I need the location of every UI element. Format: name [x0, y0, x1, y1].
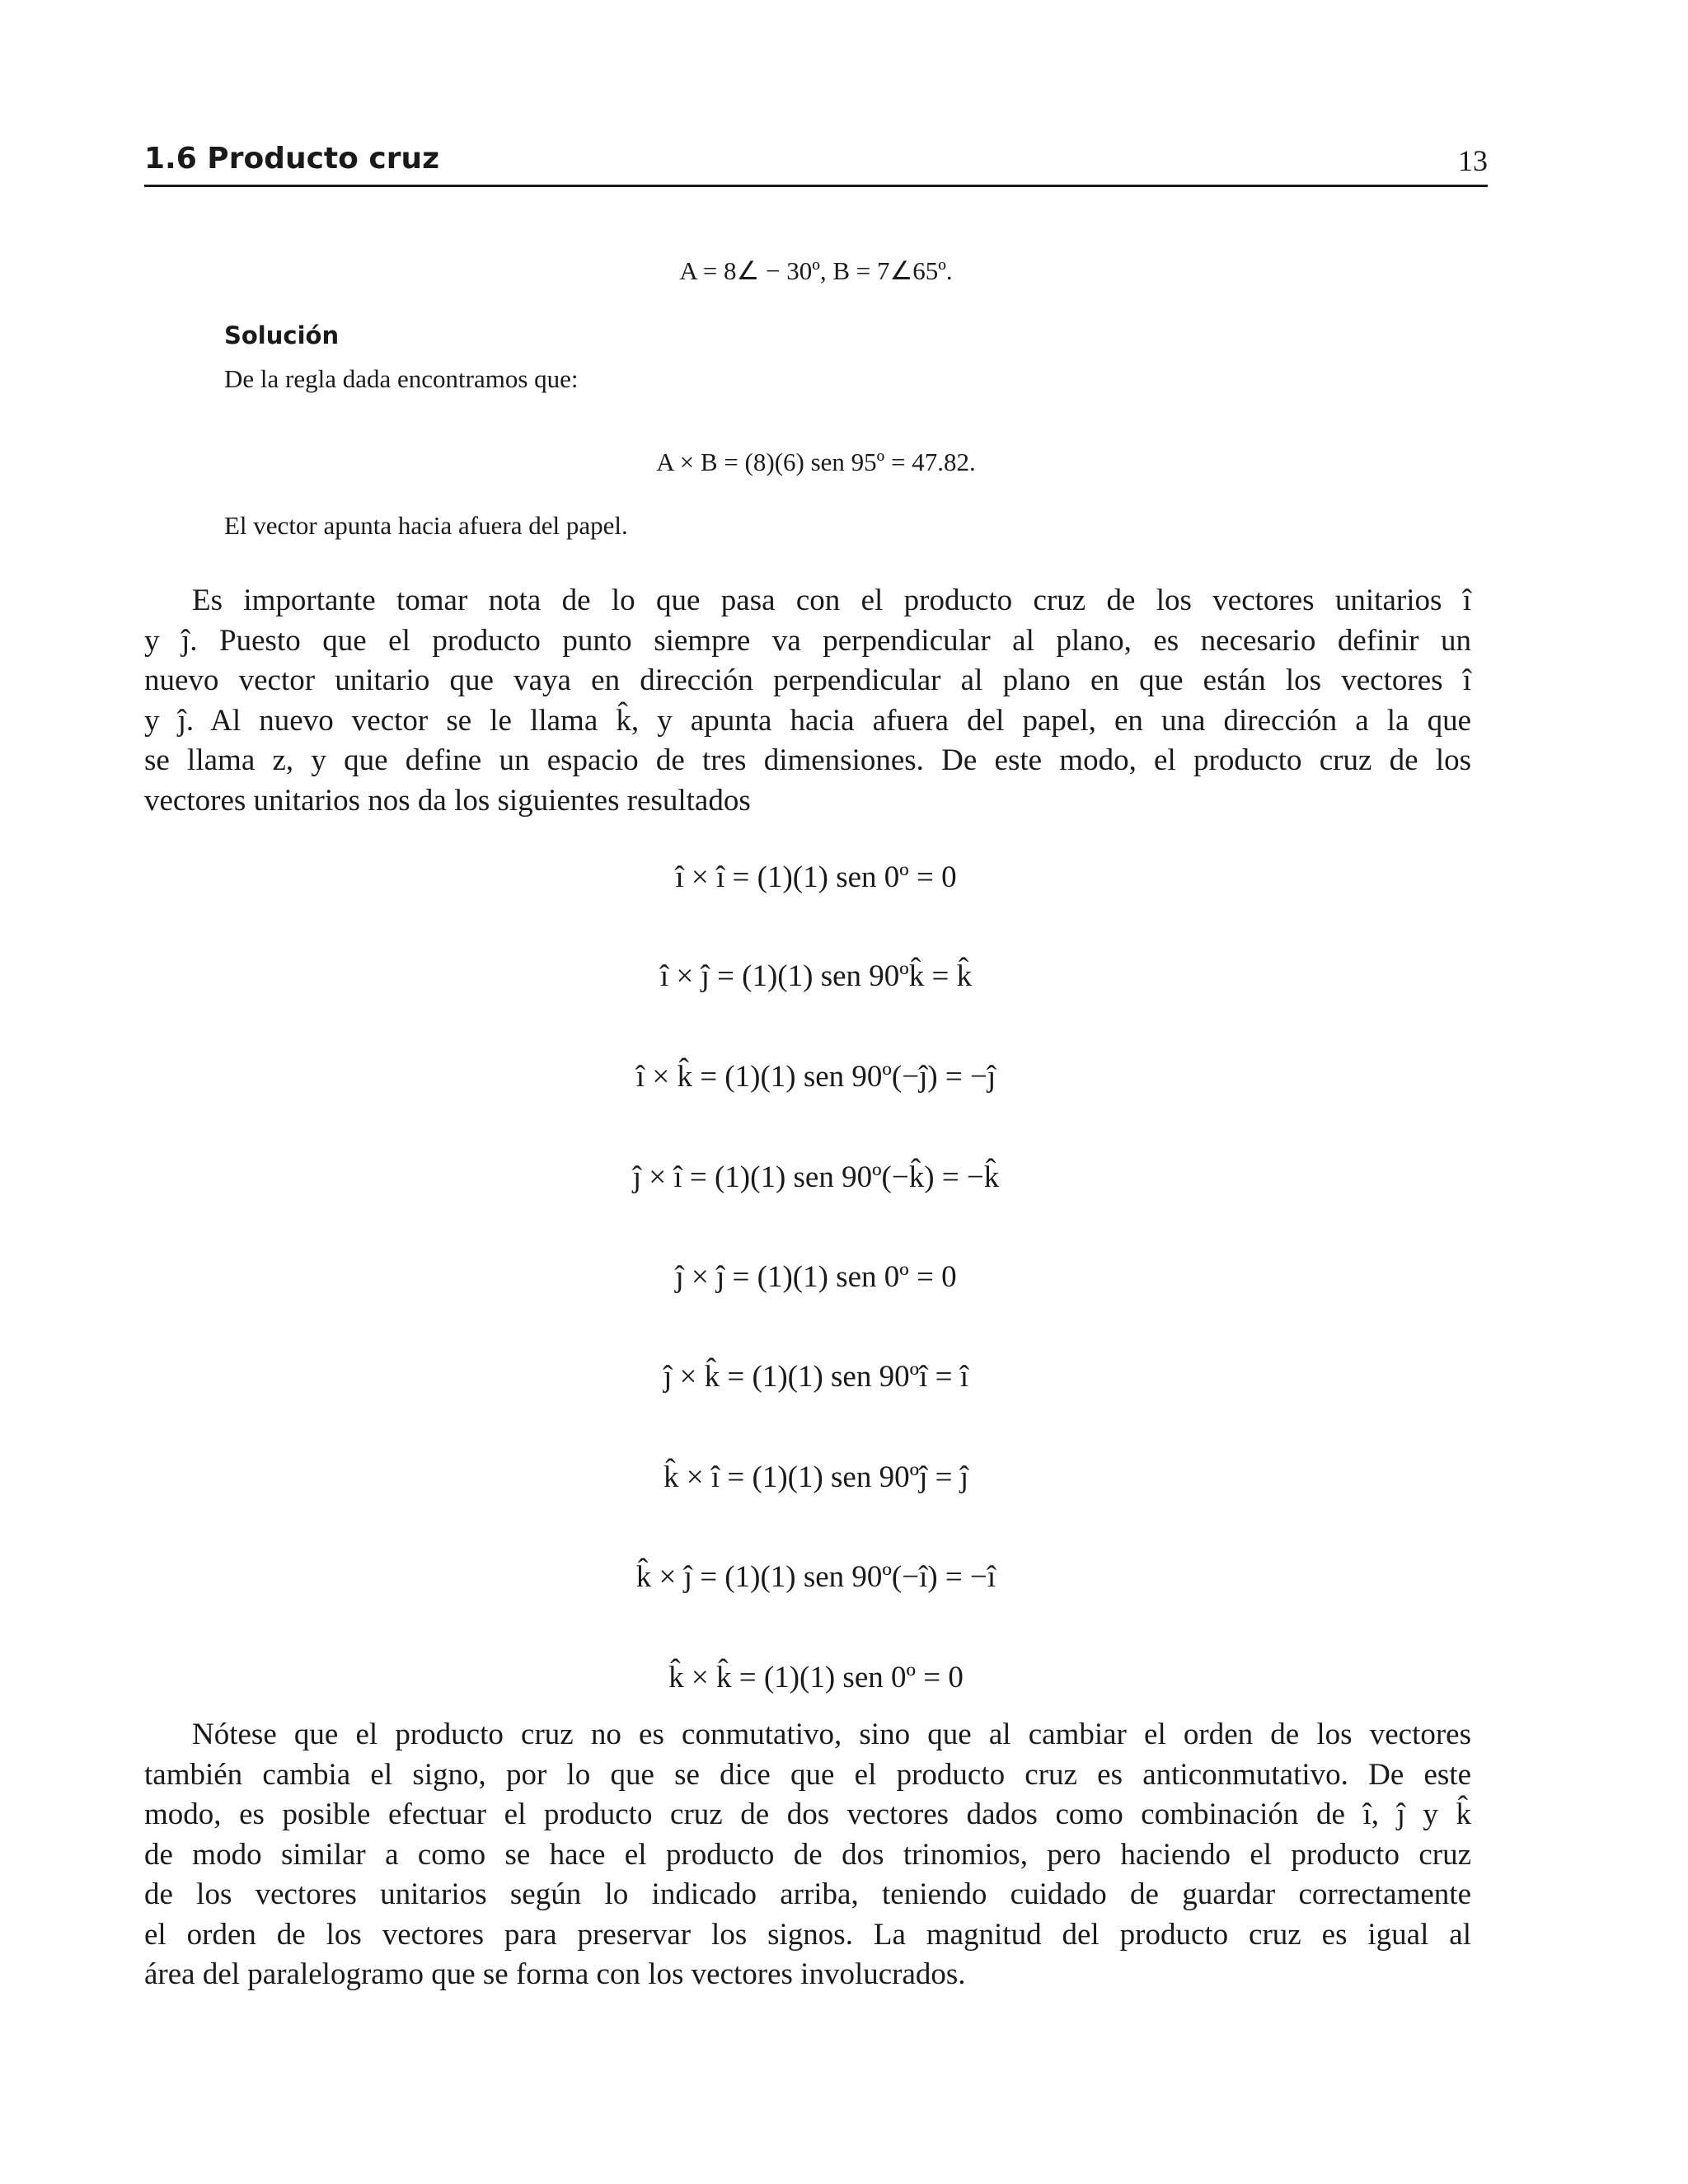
page-header: [144, 138, 1488, 187]
equation-k-cross-i: k̂ × î = (1)(1) sen 90ºĵ = ĵ: [663, 1460, 969, 1494]
equation-i-cross-k: î × k̂ = (1)(1) sen 90º(−ĵ) = −ĵ: [635, 1060, 996, 1094]
equation-k-cross-j: k̂ × ĵ = (1)(1) sen 90º(−î) = −î: [635, 1560, 996, 1594]
paragraph-line: Nótese que el producto cruz no es conmutativo, sino que al cambiar el orden de los vectores: [192, 1718, 1471, 1751]
paragraph-anticommutative: [144, 1715, 1471, 1995]
paragraph-line: modo, es posible efectuar el producto cruz de dos vectores dados como combinación de î, ĵ y k̂: [144, 1797, 1471, 1831]
equation-k-cross-k: k̂ × k̂ = (1)(1) sen 0º = 0: [668, 1661, 964, 1694]
equation-j-cross-i: ĵ × î = (1)(1) sen 90º(−k̂) = −k̂: [632, 1160, 1000, 1194]
paragraph-unit-vectors: [144, 581, 1471, 821]
solution-intro: De la regla dada encontramos que:: [224, 364, 579, 393]
paragraph-line: área del paralelogramo que se forma con los vectores involucrados.: [144, 1957, 966, 1991]
solution-conclusion: El vector apunta hacia afuera del papel.: [224, 511, 628, 540]
paragraph-line: nuevo vector unitario que vaya en dirección perpendicular al plano en que están los vectores î: [144, 663, 1471, 697]
paragraph-line: y ĵ. Al nuevo vector se le llama k̂, y apunta hacia afuera del papel, en una dirección a la que: [144, 703, 1471, 738]
equation-i-cross-i: î × î = (1)(1) sen 0º = 0: [675, 860, 957, 894]
given-vectors-equation: A = 8∠ − 30º, B = 7∠65º.: [679, 256, 953, 285]
paragraph-line: el orden de los vectores para preservar los signos. La magnitud del producto cruz es igual al: [144, 1917, 1471, 1952]
paragraph-line: vectores unitarios nos da los siguientes resultados: [144, 783, 751, 818]
equation-i-cross-j: î × ĵ = (1)(1) sen 90ºk̂ = k̂: [659, 959, 973, 993]
equation-j-cross-k: ĵ × k̂ = (1)(1) sen 90ºî = î: [663, 1360, 969, 1394]
paragraph-line: de modo similar a como se hace el producto de dos trinomios, pero haciendo el producto cruz: [144, 1837, 1471, 1872]
page-number: 13: [1458, 144, 1488, 177]
section-title: 1.6 Producto cruz: [144, 142, 440, 176]
solution-heading: Solución: [224, 321, 340, 349]
paragraph-line: también cambia el signo, por lo que se dice que el producto cruz es anticonmutativo. De este: [144, 1757, 1471, 1792]
paragraph-line: Es importante tomar nota de lo que pasa con el producto cruz de los vectores unitarios î: [192, 583, 1471, 617]
paragraph-line: se llama z, y que define un espacio de tres dimensiones. De este modo, el producto cruz de los: [144, 743, 1471, 777]
paragraph-line: de los vectores unitarios según lo indicado arriba, teniendo cuidado de guardar correctamente: [144, 1877, 1471, 1911]
solution-result-equation: A × B = (8)(6) sen 95º = 47.82.: [656, 448, 976, 476]
equation-j-cross-j: ĵ × ĵ = (1)(1) sen 0º = 0: [675, 1260, 957, 1294]
paragraph-line: y ĵ. Puesto que el producto punto siempre va perpendicular al plano, es necesario definir un: [144, 623, 1471, 658]
